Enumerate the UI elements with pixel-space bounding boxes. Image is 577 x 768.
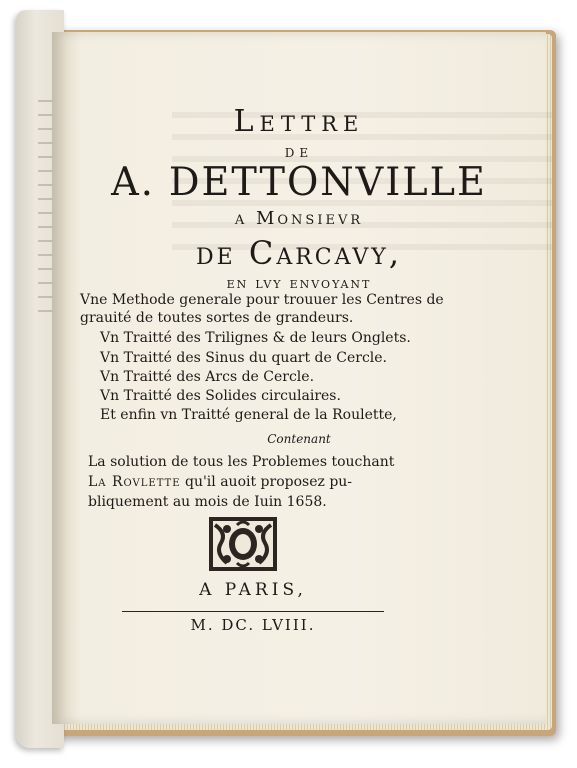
solution-line: bliquement au mois de Iuin 1658. — [88, 494, 327, 510]
contents-line: grauité de toutes sortes de grandeurs. — [80, 310, 354, 326]
title-line-de: de — [284, 142, 314, 162]
solution-line — [88, 474, 352, 490]
title-author-name: A. DETTONVILLE — [111, 160, 487, 205]
imprint-year: M. DC. LVIII. — [190, 616, 316, 634]
imprint-place: A PARIS, — [199, 580, 307, 600]
title-page-text — [52, 32, 546, 724]
title-line-lettre: Lettre — [233, 104, 365, 139]
contents-line: Vn Traitté des Solides circulaires. — [100, 388, 341, 404]
la-roulette-smallcaps: La Rovlette — [88, 474, 181, 490]
solution-line-rest: qu'il auoit proposez pu- — [180, 474, 353, 490]
title-recipient-name: de Carcavy, — [195, 234, 402, 272]
solution-line: La solution de tous les Problemes touchant — [88, 454, 395, 470]
imprint-rule — [122, 611, 384, 612]
contents-line: Vn Traitté des Arcs de Cercle. — [100, 369, 315, 385]
contents-line: Et enfin vn Traitté general de la Roulette, — [100, 407, 397, 423]
contents-line: Vn Traitté des Sinus du quart de Cercle. — [100, 350, 387, 366]
printers-ornament-icon — [207, 515, 279, 573]
contents-line: Vne Methode generale pour trouuer les Centres de — [80, 292, 444, 308]
title-line-a-monsieur: a Monsievr — [234, 208, 364, 229]
contents-line: Vn Traitté des Trilignes & de leurs Onglets. — [100, 330, 411, 346]
contenant-label: Contenant — [267, 432, 331, 446]
title-line-en-luy-envoyant: en lvy envoyant — [226, 273, 372, 292]
